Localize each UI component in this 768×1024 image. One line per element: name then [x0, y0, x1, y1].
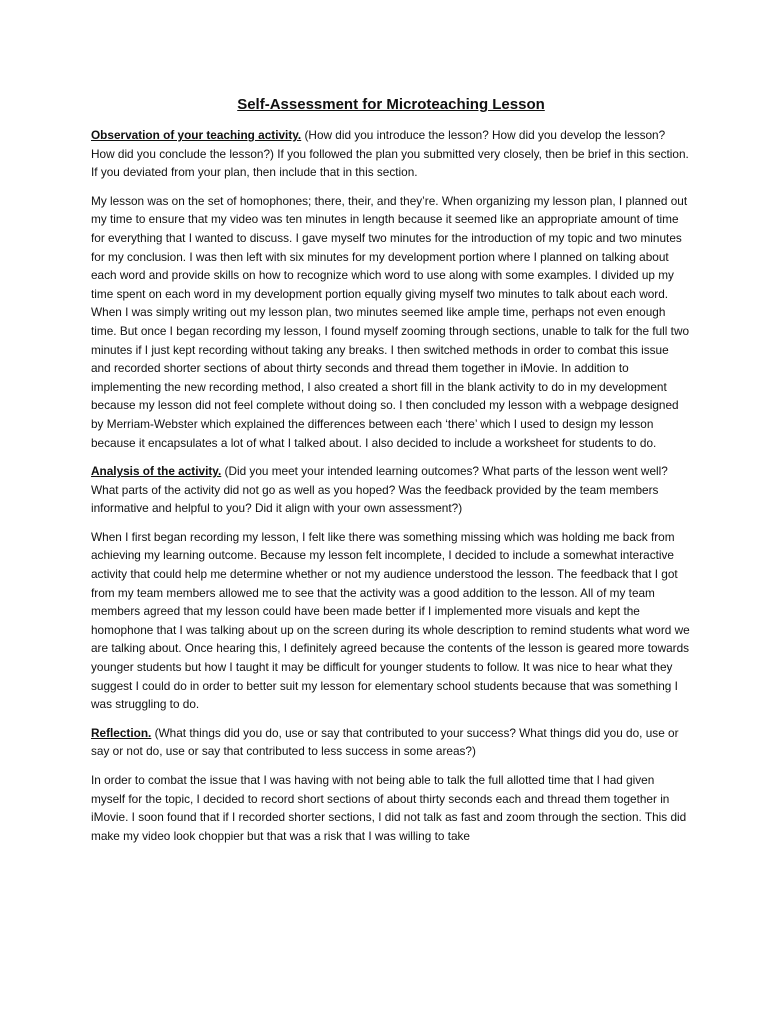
- section-analysis-body: When I first began recording my lesson, I felt like there was something missing which was holding me back from achieving my learning outcome. Because my lesson felt incomplete, I decided to include a somewhat interactive activity that could help me determine whether or not my audience understood the lesson. The feedback that I got from my team members allowed me to see that the activity was a good addition to the lesson. All of my team members agreed that my lesson could have been made better if I implemented more visuals and kept the homophone that I was talking about up on the screen during its whole description to remind students what word we are talking about. Once hearing this, I definitely agreed because the contents of the lesson is geared more towards younger students but how I taught it may be difficult for younger students to follow. It was nice to hear what they suggest I could do in order to better suit my lesson for elementary school students because that was something I was struggling to do.: [91, 529, 690, 712]
- section-observation-body: My lesson was on the set of homophones; there, their, and they’re. When organizing my lesson plan, I planned out my time to ensure that my video was ten minutes in length because it seemed like an appropriate amount of time for everything that I wanted to discuss. I gave myself two minutes for the introduction of my topic and two minutes for my conclusion. I was then left with six minutes for my development portion where I planned on talking about each word and provide skills on how to recognize which word to use along with some examples. I divided up my time spent on each word in my development portion equally giving myself two minutes to talk about each word. When I was simply writing out my lesson plan, two minutes seemed like ample time, perhaps not even enough time. But once I began recording my lesson, I found myself zooming through sections, unable to talk for the full two minutes if I just kept recording without taking any breaks. I then switched methods in order to combat this issue and recorded shorter sections of about thirty seconds and thread them together in iMovie. In addition to implementing the new recording method, I also created a short fill in the blank activity to do in my development because my lesson did not feel complete without doing so. I then concluded my lesson with a webpage designed by Merriam-Webster which explained the differences between each ‘there’ which I used to design my lesson because it encapsulates a lot of what I talked about. I also decided to include a worksheet for students to do.: [91, 193, 690, 450]
- document-page: [91, 88, 691, 1008]
- section-reflection-heading: Reflection.: [91, 725, 152, 740]
- section-reflection-prompt: [91, 724, 691, 761]
- section-reflection-prompt-text: (What things did you do, use or say that contributed to your success? What things did you do, use or say or not do, use or say that contributed to less success in some areas?): [91, 725, 679, 759]
- section-observation-prompt: [91, 126, 691, 182]
- section-analysis-prompt-text: (Did you meet your intended learning outcomes? What parts of the lesson went well? What parts of the activity did not go as well as you hoped? Was the feedback provided by the team members informative and helpful to you? Did it align with your own assessment?): [91, 464, 668, 516]
- section-observation-heading: Observation of your teaching activity.: [91, 128, 302, 142]
- section-observation-prompt-text: (How did you introduce the lesson? How did you develop the lesson? How did you conclude the lesson?) If you followed the plan you submitted very closely, then be brief in this section. If you deviated from your plan, then include that in this section.: [91, 128, 689, 180]
- section-analysis-heading: Analysis of the activity.: [91, 464, 222, 479]
- section-reflection-body: In order to combat the issue that I was having with not being able to talk the full allotted time that I had given myself for the topic, I decided to record short sections of about thirty seconds each and thread them together in iMovie. I soon found that if I recorded shorter sections, I did not talk as fast and zoom through the section. This did make my video look choppier but that was a risk that I was willing to take: [91, 773, 687, 843]
- section-analysis-prompt: [91, 462, 691, 518]
- document-title: Self-Assessment for Microteaching Lesson: [237, 96, 545, 113]
